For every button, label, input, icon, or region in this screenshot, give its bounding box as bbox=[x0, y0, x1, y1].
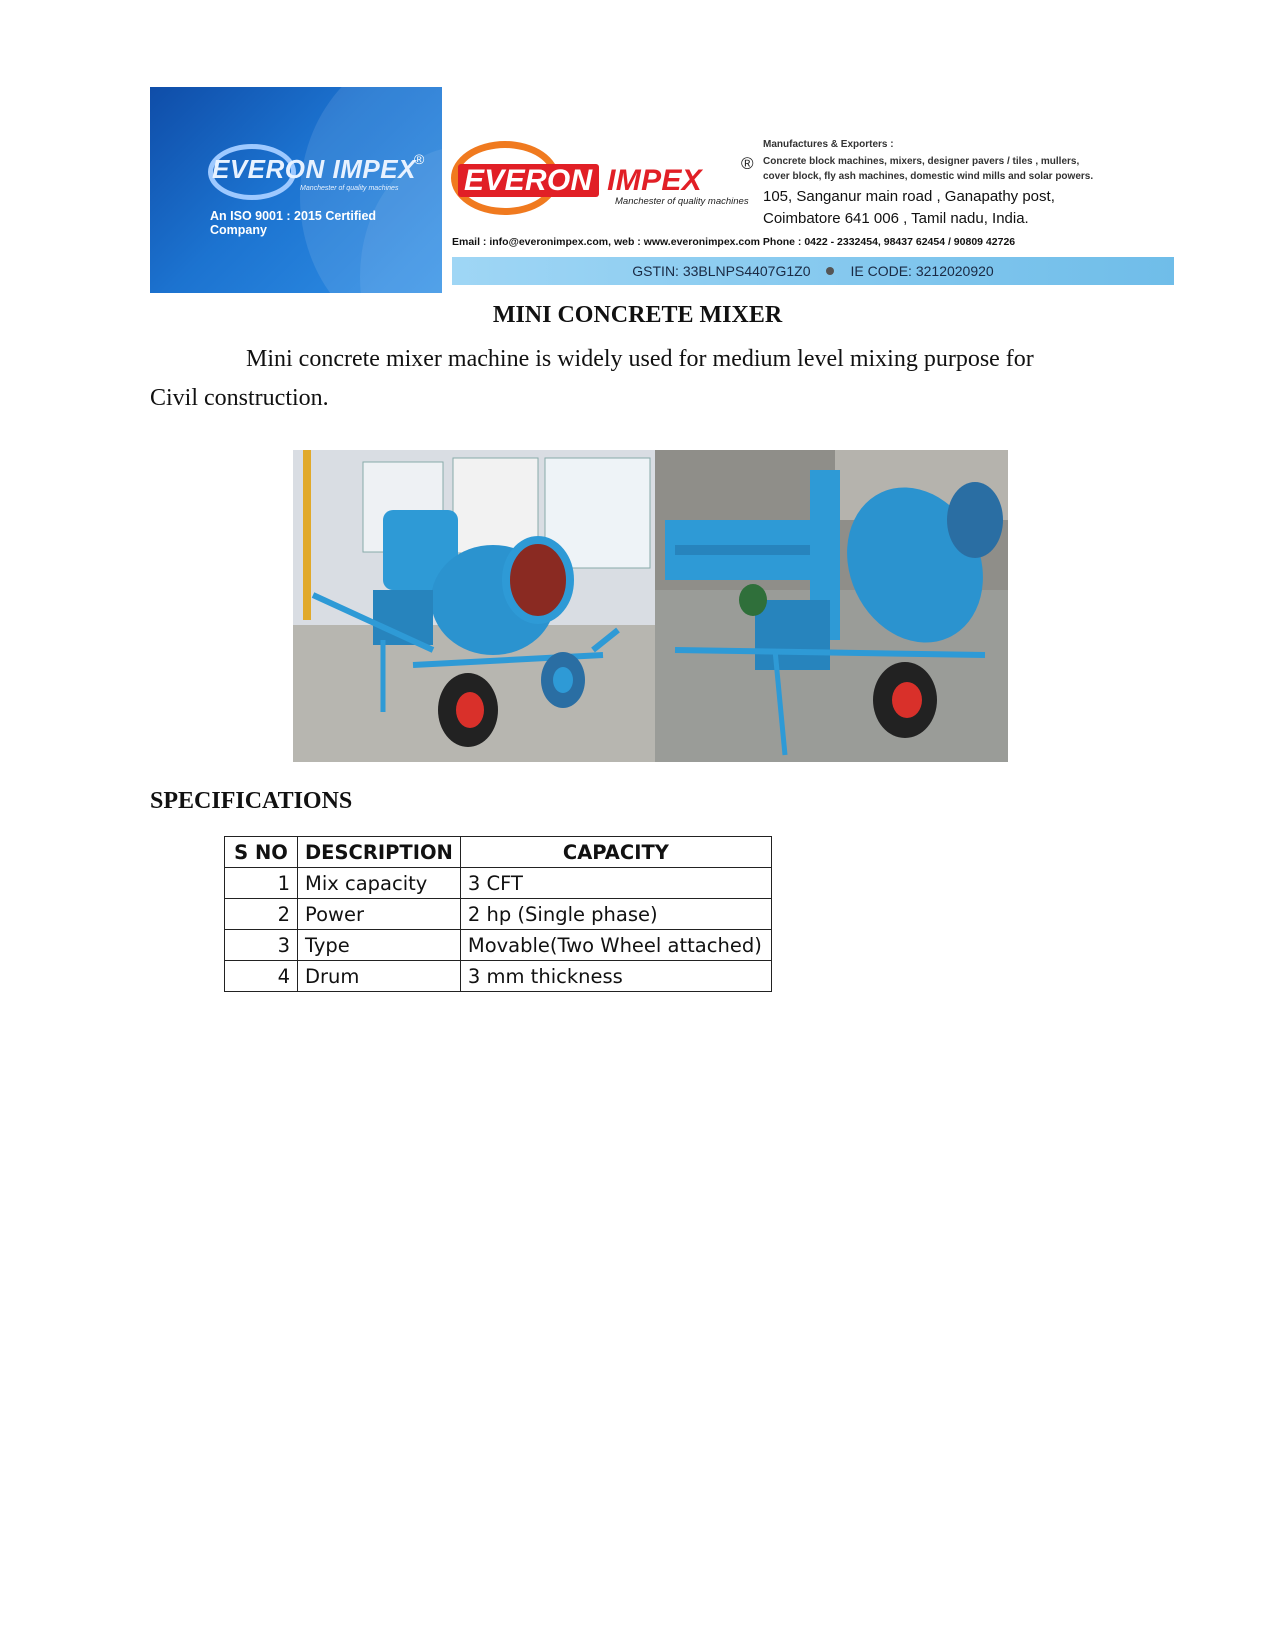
logo-tagline-large: Manchester of quality machines bbox=[615, 196, 749, 207]
cell-capacity: 3 CFT bbox=[460, 868, 771, 899]
page-title: MINI CONCRETE MIXER bbox=[492, 302, 783, 328]
ie-code: IE CODE: 3212020920 bbox=[850, 263, 994, 279]
cell-capacity: 2 hp (Single phase) bbox=[460, 899, 771, 930]
letterhead-logo-panel bbox=[150, 87, 442, 293]
registered-mark-small: ® bbox=[414, 151, 425, 167]
contact-line: Email : info@everonimpex.com, web : www.everonimpex.com Phone : 0422 - 2332454, 98437 62454 / 90809 42726 bbox=[452, 236, 1016, 248]
mixer-photo-front-illustration bbox=[293, 450, 655, 762]
table-row bbox=[225, 899, 772, 930]
manufactures-heading: Manufactures & Exporters : bbox=[763, 139, 894, 150]
cell-capacity: 3 mm thickness bbox=[460, 961, 771, 992]
logo-tagline-small: Manchester of quality machines bbox=[300, 185, 399, 192]
registered-mark-large: ® bbox=[741, 154, 754, 173]
cell-sno: 4 bbox=[225, 961, 298, 992]
table-row bbox=[225, 930, 772, 961]
header-description: DESCRIPTION bbox=[298, 837, 461, 868]
cell-sno: 1 bbox=[225, 868, 298, 899]
cell-capacity: Movable(Two Wheel attached) bbox=[460, 930, 771, 961]
header-capacity: CAPACITY bbox=[460, 837, 771, 868]
logo-text-large: EVERON IMPEX bbox=[458, 164, 702, 198]
table-header-row bbox=[225, 837, 772, 868]
gst-bar bbox=[452, 257, 1174, 285]
mixer-photo-side bbox=[655, 450, 1008, 762]
cell-description: Drum bbox=[298, 961, 461, 992]
cell-sno: 2 bbox=[225, 899, 298, 930]
table-row bbox=[225, 868, 772, 899]
logo-text-small: EVERON IMPEX bbox=[212, 154, 416, 184]
mixer-photo-front bbox=[293, 450, 655, 762]
company-address: 105, Sanganur main road , Ganapathy post, Coimbatore 641 006 , Tamil nadu, India. bbox=[763, 188, 1055, 227]
manufactures-list: Concrete block machines, mixers, designer pavers / tiles , mullers, cover block, fly ash machines, domestic wind mills and solar powers. bbox=[763, 156, 1094, 182]
cell-description: Mix capacity bbox=[298, 868, 461, 899]
cell-sno: 3 bbox=[225, 930, 298, 961]
gstin-number: GSTIN: 33BLNPS4407G1Z0 bbox=[632, 263, 811, 279]
iso-certification: An ISO 9001 : 2015 Certified Company bbox=[210, 209, 377, 237]
specifications-heading: SPECIFICATIONS bbox=[150, 788, 353, 814]
specifications-table bbox=[224, 836, 772, 992]
cell-description: Power bbox=[298, 899, 461, 930]
mixer-photo-side-illustration bbox=[655, 450, 1008, 762]
intro-paragraph: Mini concrete mixer machine is widely used for medium level mixing purpose for Civil construction. bbox=[150, 346, 1034, 411]
separator-dot bbox=[826, 267, 834, 275]
cell-description: Type bbox=[298, 930, 461, 961]
header-sno: S NO bbox=[225, 837, 298, 868]
table-row bbox=[225, 961, 772, 992]
